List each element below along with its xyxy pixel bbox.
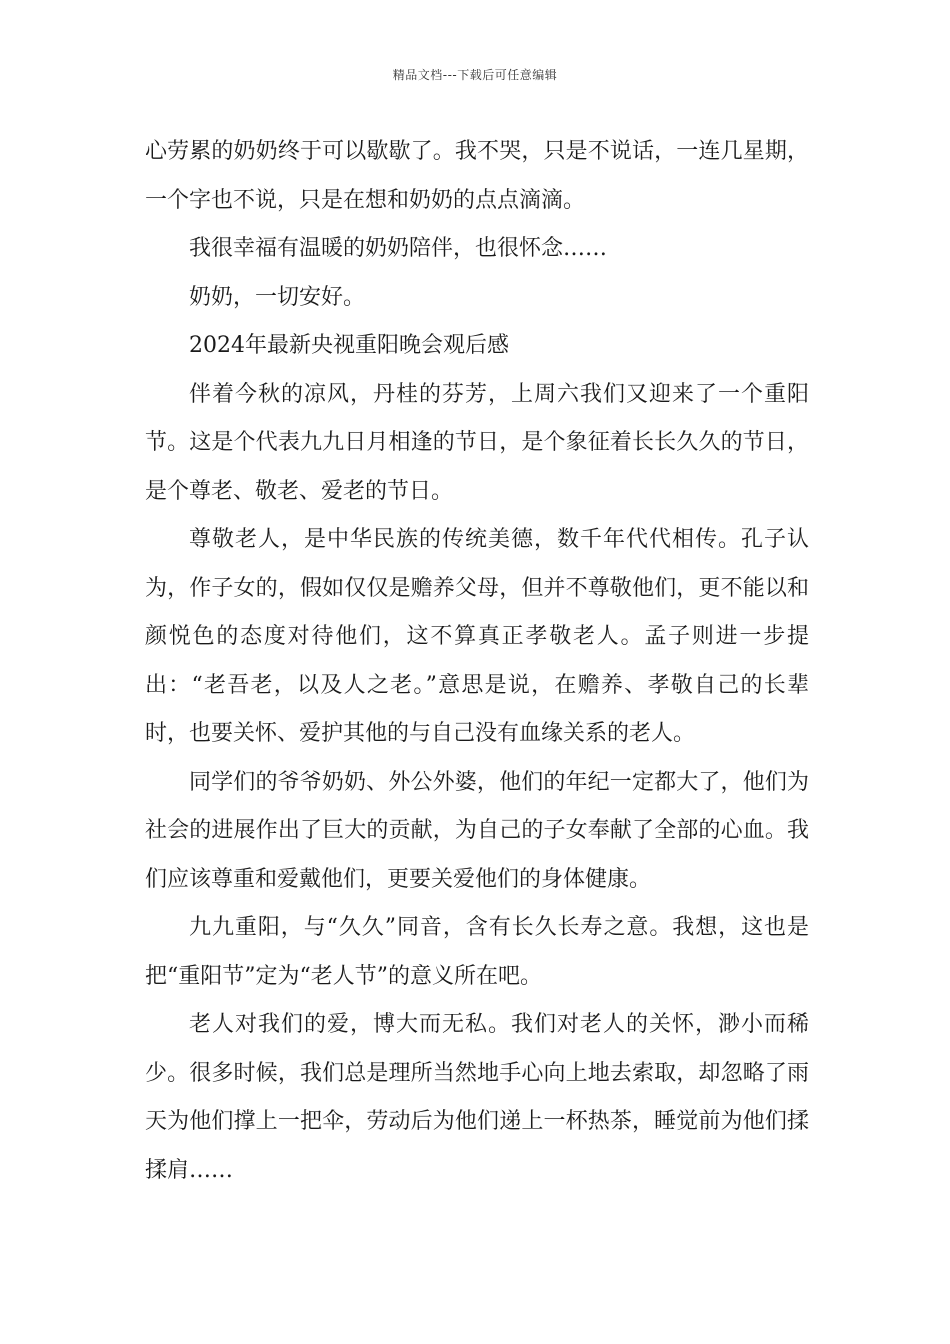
paragraph-5: 伴着今秋的凉风，丹桂的芬芳，上周六我们又迎来了一个重阳节。这是个代表九九日月相逢的节日，是个象征着长长久久的节日，是个尊老、敬老、爱老的节日。 (145, 381, 809, 504)
paragraph-1: 心劳累的奶奶终于可以歇歇了。我不哭，只是不说话，一连几星期，一个字也不说，只是在想和奶奶的点点滴滴。 (145, 139, 809, 213)
paragraph-8: 九九重阳，与“久久”同音，含有长久长寿之意。我想，这也是把“重阳节”定为“老人节”的意义所在吧。 (145, 915, 809, 989)
paragraph-2: 我很幸福有温暖的奶奶陪伴，也很怀念…… (189, 236, 608, 261)
document-body (145, 128, 809, 1195)
paragraph-9: 老人对我们的爱，博大而无私。我们对老人的关怀，渺小而稀少。很多时候，我们总是理所当然地手心向上地去索取，却忽略了雨天为他们撑上一把伞，劳动后为他们递上一杯热茶，睡觉前为他们揉揉肩…… (145, 1012, 809, 1183)
page-header: 精品文档---下载后可任意编辑 (392, 68, 558, 82)
paragraph-7: 同学们的爷爷奶奶、外公外婆，他们的年纪一定都大了，他们为社会的进展作出了巨大的贡献，为自己的子女奉献了全部的心血。我们应该尊重和爱戴他们，更要关爱他们的身体健康。 (145, 769, 809, 892)
paragraph-6: 尊敬老人，是中华民族的传统美德，数千年代代相传。孔子认为，作子女的，假如仅仅是赡养父母，但并不尊敬他们，更不能以和颜悦色的态度对待他们，这不算真正孝敬老人。孟子则进一步提出：“老吾老，以及人之老。”意思是说，在赡养、孝敬自己的长辈时，也要关怀、爱护其他的与自己没有血缘关系的老人。 (145, 527, 809, 746)
paragraph-3: 奶奶，一切安好。 (189, 284, 366, 310)
section-title: 2024年最新央视重阳晚会观后感 (189, 333, 509, 358)
